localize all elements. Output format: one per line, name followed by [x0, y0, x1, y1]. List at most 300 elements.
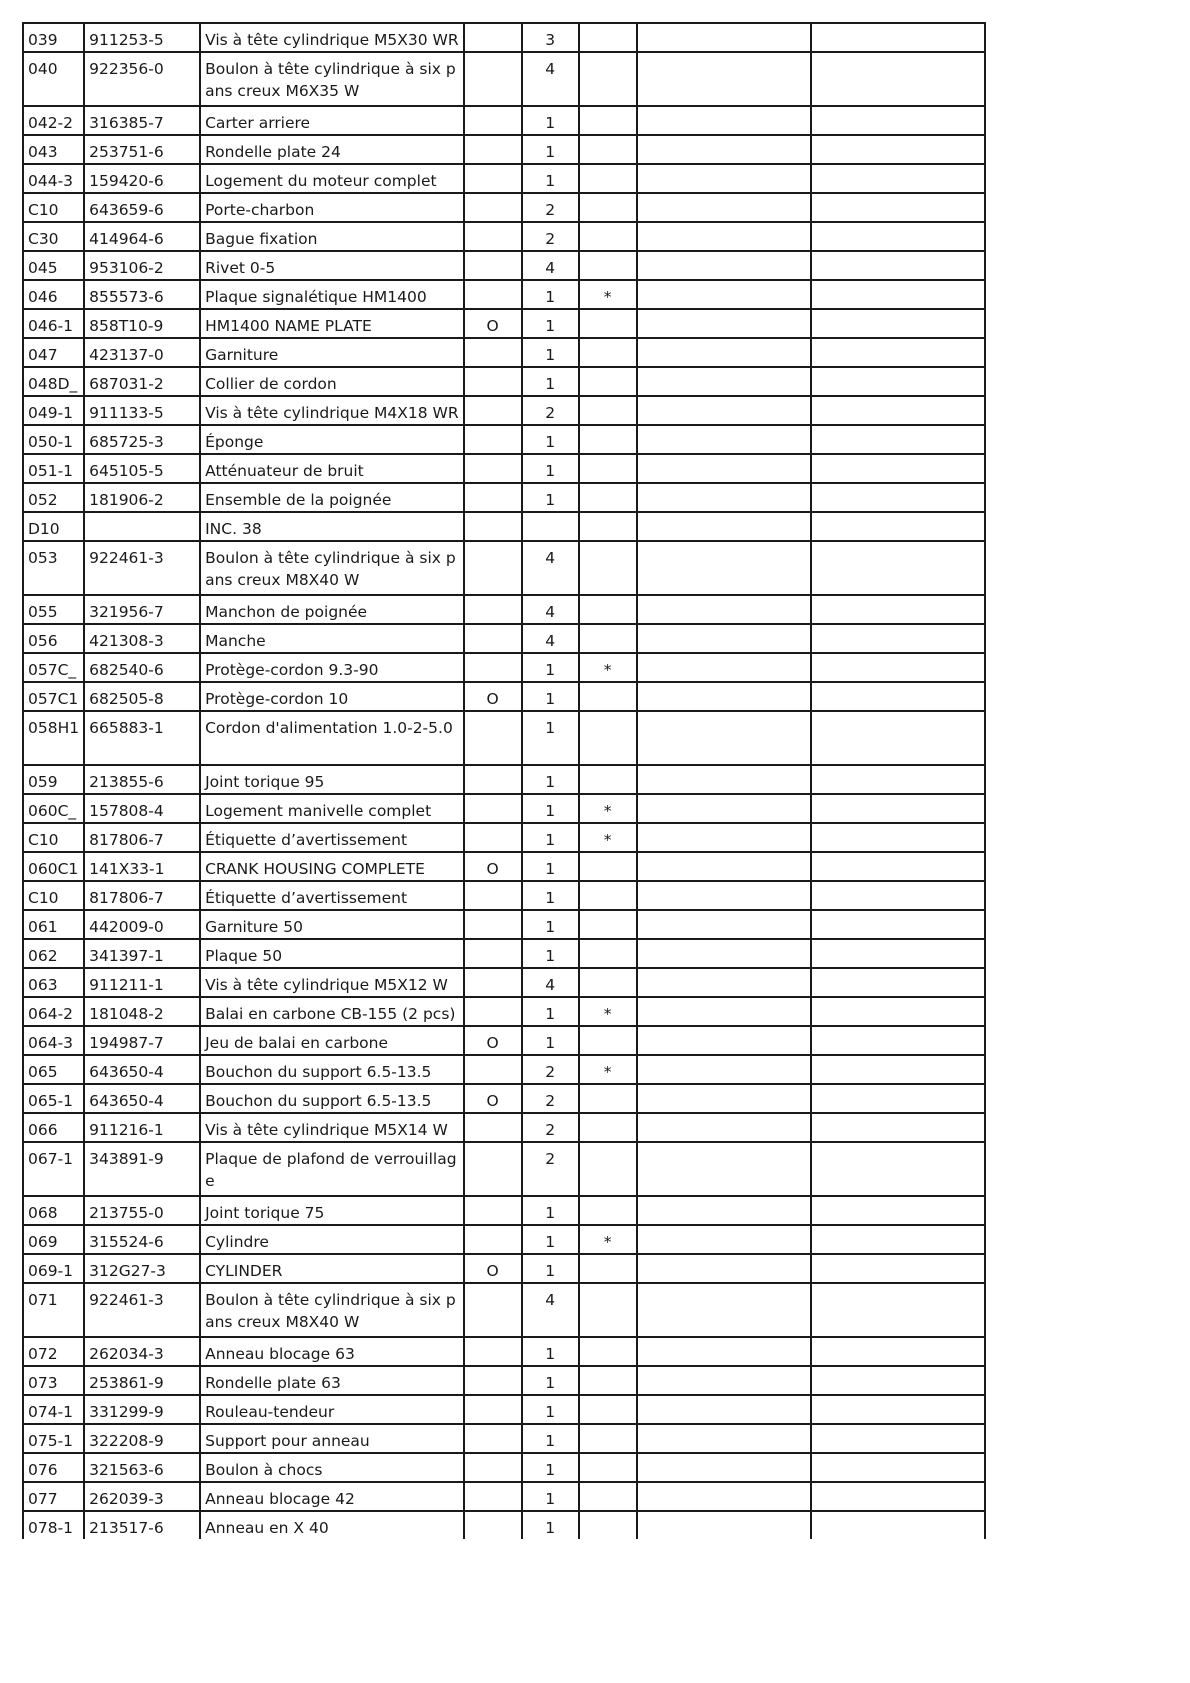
note-mark — [579, 23, 637, 52]
quantity: 1 — [522, 653, 579, 682]
option-mark — [464, 1395, 522, 1424]
quantity: 2 — [522, 1113, 579, 1142]
empty-cell — [637, 1366, 811, 1395]
note-mark — [579, 222, 637, 251]
part-number: 315524-6 — [84, 1225, 200, 1254]
empty-cell — [637, 682, 811, 711]
item-number: D10 — [23, 512, 84, 541]
part-description: Bague fixation — [200, 222, 464, 251]
table-row — [23, 624, 985, 653]
option-mark — [464, 1337, 522, 1366]
item-number: C10 — [23, 193, 84, 222]
part-number: 685725-3 — [84, 425, 200, 454]
part-number: 643650-4 — [84, 1055, 200, 1084]
note-mark — [579, 367, 637, 396]
empty-cell — [637, 367, 811, 396]
option-mark — [464, 1055, 522, 1084]
part-number: 253751-6 — [84, 135, 200, 164]
option-mark — [464, 1511, 522, 1539]
empty-cell — [637, 1254, 811, 1283]
quantity: 1 — [522, 483, 579, 512]
note-mark — [579, 595, 637, 624]
table-row — [23, 106, 985, 135]
part-description: Atténuateur de bruit — [200, 454, 464, 483]
table-row — [23, 1084, 985, 1113]
quantity: 1 — [522, 106, 579, 135]
option-mark — [464, 595, 522, 624]
quantity: 1 — [522, 1453, 579, 1482]
empty-cell — [811, 939, 985, 968]
empty-cell — [637, 910, 811, 939]
empty-cell — [811, 512, 985, 541]
note-mark: * — [579, 823, 637, 852]
quantity: 1 — [522, 823, 579, 852]
table-row — [23, 1113, 985, 1142]
empty-cell — [811, 595, 985, 624]
option-mark — [464, 454, 522, 483]
empty-cell — [811, 1026, 985, 1055]
empty-cell — [811, 135, 985, 164]
empty-cell — [811, 338, 985, 367]
quantity: 1 — [522, 881, 579, 910]
item-number: 047 — [23, 338, 84, 367]
quantity: 4 — [522, 541, 579, 595]
part-number: 421308-3 — [84, 624, 200, 653]
item-number: 075-1 — [23, 1424, 84, 1453]
table-row — [23, 711, 985, 765]
part-description: Rouleau-tendeur — [200, 1395, 464, 1424]
part-description: Rondelle plate 24 — [200, 135, 464, 164]
quantity: 1 — [522, 164, 579, 193]
quantity: 1 — [522, 454, 579, 483]
table-row — [23, 222, 985, 251]
option-mark — [464, 1482, 522, 1511]
quantity: 1 — [522, 338, 579, 367]
part-description: Support pour anneau — [200, 1424, 464, 1453]
note-mark — [579, 682, 637, 711]
note-mark — [579, 193, 637, 222]
note-mark — [579, 512, 637, 541]
empty-cell — [637, 624, 811, 653]
option-mark: O — [464, 852, 522, 881]
item-number: 068 — [23, 1196, 84, 1225]
empty-cell — [811, 52, 985, 106]
empty-cell — [637, 1337, 811, 1366]
quantity: 1 — [522, 910, 579, 939]
note-mark — [579, 711, 637, 765]
option-mark — [464, 52, 522, 106]
table-row — [23, 653, 985, 682]
part-description: Carter arriere — [200, 106, 464, 135]
empty-cell — [811, 881, 985, 910]
part-description: Porte-charbon — [200, 193, 464, 222]
item-number: 069 — [23, 1225, 84, 1254]
empty-cell — [637, 968, 811, 997]
part-description: Cylindre — [200, 1225, 464, 1254]
option-mark — [464, 1196, 522, 1225]
option-mark — [464, 1366, 522, 1395]
empty-cell — [811, 1142, 985, 1196]
part-number: 321563-6 — [84, 1453, 200, 1482]
empty-cell — [637, 1511, 811, 1539]
empty-cell — [637, 106, 811, 135]
option-mark — [464, 483, 522, 512]
part-description: Vis à tête cylindrique M5X14 W — [200, 1113, 464, 1142]
item-number: 066 — [23, 1113, 84, 1142]
part-description: Plaque de plafond de verrouillage — [200, 1142, 464, 1196]
empty-cell — [811, 1225, 985, 1254]
item-number: 042-2 — [23, 106, 84, 135]
table-row — [23, 682, 985, 711]
part-number: 253861-9 — [84, 1366, 200, 1395]
note-mark — [579, 1113, 637, 1142]
table-row — [23, 1254, 985, 1283]
part-number: 213517-6 — [84, 1511, 200, 1539]
option-mark — [464, 794, 522, 823]
part-number: 262034-3 — [84, 1337, 200, 1366]
part-description: Rivet 0-5 — [200, 251, 464, 280]
note-mark — [579, 1026, 637, 1055]
quantity: 4 — [522, 624, 579, 653]
part-description: Protège-cordon 10 — [200, 682, 464, 711]
option-mark — [464, 1453, 522, 1482]
part-description: Vis à tête cylindrique M4X18 WR — [200, 396, 464, 425]
part-number: 321956-7 — [84, 595, 200, 624]
table-row — [23, 1055, 985, 1084]
part-description: Manchon de poignée — [200, 595, 464, 624]
option-mark — [464, 338, 522, 367]
empty-cell — [637, 1482, 811, 1511]
empty-cell — [811, 653, 985, 682]
part-number: 262039-3 — [84, 1482, 200, 1511]
empty-cell — [811, 1337, 985, 1366]
item-number: C30 — [23, 222, 84, 251]
empty-cell — [811, 711, 985, 765]
note-mark — [579, 1283, 637, 1337]
quantity: 1 — [522, 852, 579, 881]
table-row — [23, 309, 985, 338]
item-number: 051-1 — [23, 454, 84, 483]
empty-cell — [811, 396, 985, 425]
empty-cell — [637, 997, 811, 1026]
note-mark — [579, 1395, 637, 1424]
note-mark: * — [579, 653, 637, 682]
empty-cell — [811, 164, 985, 193]
table-row — [23, 280, 985, 309]
part-number: 414964-6 — [84, 222, 200, 251]
part-description: Anneau en X 40 — [200, 1511, 464, 1539]
empty-cell — [811, 367, 985, 396]
item-number: 053 — [23, 541, 84, 595]
table-row — [23, 881, 985, 910]
empty-cell — [811, 624, 985, 653]
option-mark — [464, 512, 522, 541]
part-description: Protège-cordon 9.3-90 — [200, 653, 464, 682]
part-number: 855573-6 — [84, 280, 200, 309]
parts-table-body — [23, 23, 985, 1539]
item-number: 049-1 — [23, 396, 84, 425]
option-mark: O — [464, 1254, 522, 1283]
note-mark — [579, 1337, 637, 1366]
part-description: Étiquette d’avertissement — [200, 881, 464, 910]
option-mark — [464, 222, 522, 251]
part-number: 911211-1 — [84, 968, 200, 997]
item-number: 064-2 — [23, 997, 84, 1026]
option-mark — [464, 997, 522, 1026]
part-description: Anneau blocage 63 — [200, 1337, 464, 1366]
part-description: INC. 38 — [200, 512, 464, 541]
quantity: 1 — [522, 280, 579, 309]
quantity: 2 — [522, 1142, 579, 1196]
item-number: 063 — [23, 968, 84, 997]
part-description: Anneau blocage 42 — [200, 1482, 464, 1511]
option-mark — [464, 425, 522, 454]
empty-cell — [637, 765, 811, 794]
table-row — [23, 164, 985, 193]
part-number: 687031-2 — [84, 367, 200, 396]
option-mark — [464, 1113, 522, 1142]
option-mark — [464, 367, 522, 396]
option-mark — [464, 1225, 522, 1254]
table-row — [23, 1225, 985, 1254]
option-mark — [464, 164, 522, 193]
quantity: 1 — [522, 1254, 579, 1283]
part-description: Rondelle plate 63 — [200, 1366, 464, 1395]
quantity: 1 — [522, 765, 579, 794]
option-mark — [464, 23, 522, 52]
table-row — [23, 1337, 985, 1366]
part-number: 159420-6 — [84, 164, 200, 193]
quantity: 4 — [522, 52, 579, 106]
quantity: 1 — [522, 309, 579, 338]
part-description: Plaque signalétique HM1400 — [200, 280, 464, 309]
empty-cell — [811, 193, 985, 222]
table-row — [23, 483, 985, 512]
option-mark — [464, 280, 522, 309]
note-mark — [579, 881, 637, 910]
note-mark: * — [579, 1055, 637, 1084]
empty-cell — [811, 910, 985, 939]
item-number: 069-1 — [23, 1254, 84, 1283]
empty-cell — [637, 512, 811, 541]
empty-cell — [637, 1055, 811, 1084]
empty-cell — [637, 396, 811, 425]
table-row — [23, 454, 985, 483]
part-number: 645105-5 — [84, 454, 200, 483]
item-number: 064-3 — [23, 1026, 84, 1055]
note-mark — [579, 106, 637, 135]
empty-cell — [637, 1142, 811, 1196]
part-number: 141X33-1 — [84, 852, 200, 881]
part-description: Boulon à tête cylindrique à six pans creux M8X40 W — [200, 1283, 464, 1337]
part-description: Collier de cordon — [200, 367, 464, 396]
empty-cell — [637, 454, 811, 483]
empty-cell — [637, 1283, 811, 1337]
part-description: Plaque 50 — [200, 939, 464, 968]
part-number: 665883-1 — [84, 711, 200, 765]
option-mark — [464, 106, 522, 135]
table-row — [23, 1482, 985, 1511]
item-number: 057C_ — [23, 653, 84, 682]
empty-cell — [811, 794, 985, 823]
part-number: 643659-6 — [84, 193, 200, 222]
part-number: 181048-2 — [84, 997, 200, 1026]
quantity: 1 — [522, 939, 579, 968]
empty-cell — [637, 1026, 811, 1055]
empty-cell — [811, 454, 985, 483]
empty-cell — [637, 711, 811, 765]
option-mark — [464, 624, 522, 653]
empty-cell — [637, 1424, 811, 1453]
part-description: Ensemble de la poignée — [200, 483, 464, 512]
table-row — [23, 541, 985, 595]
part-description: Vis à tête cylindrique M5X30 WR — [200, 23, 464, 52]
item-number: C10 — [23, 823, 84, 852]
item-number: 046 — [23, 280, 84, 309]
option-mark — [464, 135, 522, 164]
part-number: 953106-2 — [84, 251, 200, 280]
table-row — [23, 23, 985, 52]
empty-cell — [811, 1055, 985, 1084]
quantity: 2 — [522, 222, 579, 251]
empty-cell — [811, 1453, 985, 1482]
table-row — [23, 968, 985, 997]
table-row — [23, 1453, 985, 1482]
option-mark: O — [464, 1084, 522, 1113]
item-number: 067-1 — [23, 1142, 84, 1196]
empty-cell — [811, 222, 985, 251]
option-mark — [464, 823, 522, 852]
item-number: 078-1 — [23, 1511, 84, 1539]
empty-cell — [637, 309, 811, 338]
quantity: 1 — [522, 1424, 579, 1453]
option-mark — [464, 968, 522, 997]
part-number: 817806-7 — [84, 881, 200, 910]
option-mark: O — [464, 682, 522, 711]
item-number: 045 — [23, 251, 84, 280]
quantity: 1 — [522, 997, 579, 1026]
part-number: 157808-4 — [84, 794, 200, 823]
item-number: 074-1 — [23, 1395, 84, 1424]
empty-cell — [811, 1196, 985, 1225]
quantity: 1 — [522, 1511, 579, 1539]
table-row — [23, 1026, 985, 1055]
note-mark — [579, 1453, 637, 1482]
item-number: 060C1 — [23, 852, 84, 881]
item-number: 076 — [23, 1453, 84, 1482]
note-mark — [579, 1142, 637, 1196]
part-number: 341397-1 — [84, 939, 200, 968]
note-mark — [579, 910, 637, 939]
note-mark — [579, 1196, 637, 1225]
quantity: 1 — [522, 1225, 579, 1254]
note-mark — [579, 309, 637, 338]
table-row — [23, 997, 985, 1026]
option-mark — [464, 193, 522, 222]
table-row — [23, 595, 985, 624]
empty-cell — [811, 280, 985, 309]
part-number: 331299-9 — [84, 1395, 200, 1424]
part-number: 911216-1 — [84, 1113, 200, 1142]
quantity: 4 — [522, 251, 579, 280]
empty-cell — [637, 1084, 811, 1113]
empty-cell — [637, 794, 811, 823]
empty-cell — [637, 1196, 811, 1225]
note-mark — [579, 52, 637, 106]
note-mark: * — [579, 997, 637, 1026]
part-number: 194987-7 — [84, 1026, 200, 1055]
quantity: 2 — [522, 396, 579, 425]
option-mark — [464, 1142, 522, 1196]
part-number: 682540-6 — [84, 653, 200, 682]
empty-cell — [811, 997, 985, 1026]
table-row — [23, 794, 985, 823]
empty-cell — [811, 1482, 985, 1511]
table-row — [23, 425, 985, 454]
empty-cell — [637, 823, 811, 852]
table-row — [23, 135, 985, 164]
item-number: 057C1 — [23, 682, 84, 711]
part-number: 213755-0 — [84, 1196, 200, 1225]
table-row — [23, 367, 985, 396]
quantity: 4 — [522, 595, 579, 624]
item-number: 062 — [23, 939, 84, 968]
table-row — [23, 52, 985, 106]
item-number: 065 — [23, 1055, 84, 1084]
option-mark — [464, 541, 522, 595]
empty-cell — [811, 483, 985, 512]
table-row — [23, 251, 985, 280]
table-row — [23, 1142, 985, 1196]
empty-cell — [811, 23, 985, 52]
part-description: Boulon à chocs — [200, 1453, 464, 1482]
empty-cell — [637, 595, 811, 624]
item-number: 065-1 — [23, 1084, 84, 1113]
empty-cell — [811, 968, 985, 997]
item-number: 043 — [23, 135, 84, 164]
table-row — [23, 765, 985, 794]
note-mark — [579, 1366, 637, 1395]
part-number: 858T10-9 — [84, 309, 200, 338]
empty-cell — [811, 852, 985, 881]
table-row — [23, 193, 985, 222]
quantity: 1 — [522, 1196, 579, 1225]
item-number: 055 — [23, 595, 84, 624]
quantity: 1 — [522, 1337, 579, 1366]
part-number: 643650-4 — [84, 1084, 200, 1113]
option-mark — [464, 711, 522, 765]
part-description: Boulon à tête cylindrique à six pans creux M8X40 W — [200, 541, 464, 595]
empty-cell — [637, 1453, 811, 1482]
part-description: CRANK HOUSING COMPLETE — [200, 852, 464, 881]
item-number: 061 — [23, 910, 84, 939]
option-mark — [464, 939, 522, 968]
empty-cell — [637, 881, 811, 910]
item-number: C10 — [23, 881, 84, 910]
part-number: 922356-0 — [84, 52, 200, 106]
part-description: Balai en carbone CB-155 (2 pcs) — [200, 997, 464, 1026]
empty-cell — [811, 1254, 985, 1283]
note-mark — [579, 624, 637, 653]
empty-cell — [637, 483, 811, 512]
part-number: 343891-9 — [84, 1142, 200, 1196]
quantity: 1 — [522, 135, 579, 164]
empty-cell — [811, 823, 985, 852]
empty-cell — [811, 251, 985, 280]
part-number: 442009-0 — [84, 910, 200, 939]
table-row — [23, 1366, 985, 1395]
item-number: 073 — [23, 1366, 84, 1395]
